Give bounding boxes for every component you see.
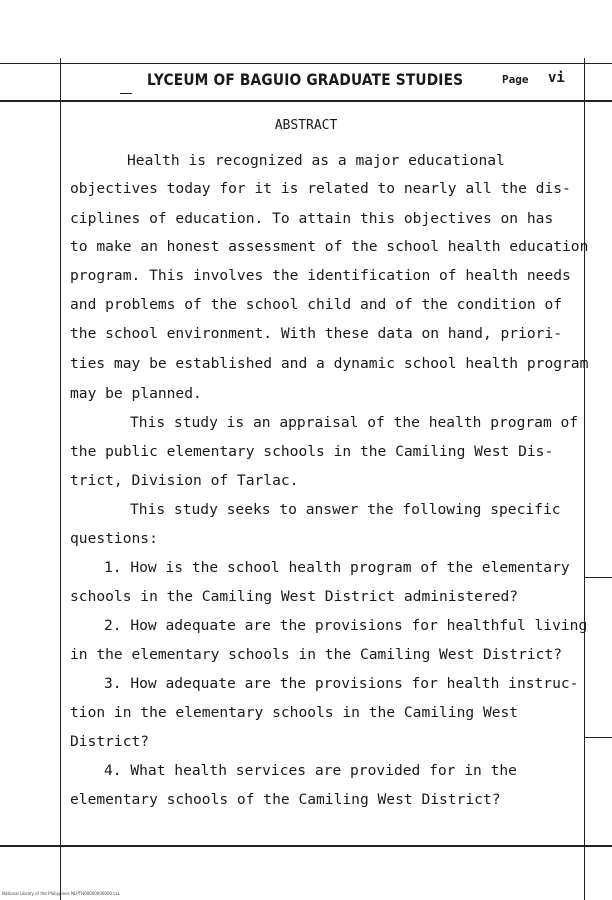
text-line: the public elementary schools in the Camiling West Dis- [70, 443, 554, 460]
text-line: District? [70, 733, 150, 750]
text-line: questions: [70, 530, 158, 547]
text-line: Health is recognized as a major educational [127, 152, 505, 169]
page-label: Page [502, 73, 529, 86]
text-line: 3. How adequate are the provisions for health instruc- [104, 675, 579, 692]
text-line: the school environment. With these data on hand, priori- [70, 325, 563, 342]
text-line: schools in the Camiling West District administered? [70, 588, 519, 605]
text-line: This study seeks to answer the following specific [130, 501, 561, 518]
text-line: 1. How is the school health program of the elementary [104, 559, 570, 576]
text-line: and problems of the school child and of the condition of [70, 296, 563, 313]
text-line: program. This involves the identification of health needs [70, 267, 571, 284]
scan-footer-note: National Library of the Philippines NLPTH00000000000 LLL [2, 891, 121, 896]
text-line: This study is an appraisal of the health program of [130, 414, 579, 431]
text-line: tion in the elementary schools in the Camiling West [70, 704, 519, 721]
text-line: objectives today for it is related to nearly all the dis- [70, 180, 571, 197]
text-line: may be planned. [70, 385, 202, 402]
header-tick [120, 93, 132, 94]
right-tab-mark-1 [584, 577, 612, 578]
text-line: 4. What health services are provided for in the [104, 762, 517, 779]
text-line: ciplines of education. To attain this objectives on has [70, 210, 554, 227]
text-line: in the elementary schools in the Camiling West District? [70, 646, 563, 663]
text-line: elementary schools of the Camiling West District? [70, 791, 501, 808]
text-line: trict, Division of Tarlac. [70, 472, 299, 489]
page-number: vi [548, 70, 565, 86]
text-line: ties may be established and a dynamic school health program [70, 355, 589, 372]
abstract-heading: ABSTRACT [274, 118, 338, 133]
text-line: 2. How adequate are the provisions for healthful living [104, 617, 588, 634]
text-line: to make an honest assessment of the school health education [70, 238, 589, 255]
institution-title: LYCEUM OF BAGUIO GRADUATE STUDIES [147, 70, 464, 89]
header-rule [0, 100, 612, 102]
top-rule [0, 63, 612, 64]
left-margin-rule [60, 58, 61, 900]
bottom-rule [0, 845, 612, 847]
